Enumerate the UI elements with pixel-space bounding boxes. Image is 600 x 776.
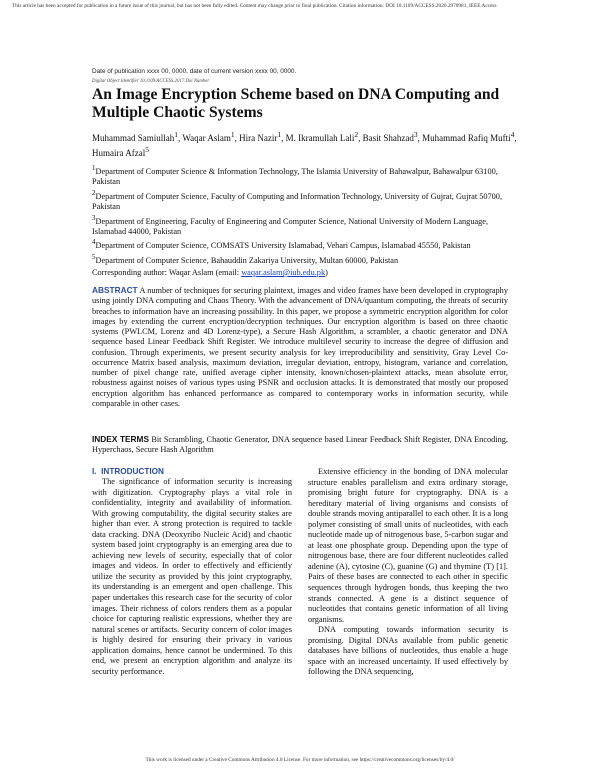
affiliation: $^3$Department of Engineering, Faculty of Engineering and Computer Science, National University of Modern Language, Islamabad 44000, Pakistan [92, 214, 489, 236]
index-terms-text: Bit Scrambling, Chaotic Generator, DNA sequence based Linear Feedback Shift Register, DNA Encoding, Hyperchaos, Secure Hash Algorithm [92, 435, 508, 455]
affiliation: $^1$Department of Computer Science & Information Technology, The Islamia University of Bahawalpur, Bahawalpur 63100, Pakistan [92, 165, 498, 186]
affiliation: $^4$Department of Computer Science, COMSATS University Islamabad, Vehari Campus, Islamabad 45550, Pakistan [92, 239, 471, 251]
author: Waqar Aslam$^1$ [182, 130, 235, 143]
abstract [92, 285, 508, 409]
abstract-label: ABSTRACT [92, 285, 138, 295]
paragraph: DNA computing towards information security is promising. Digital DNAs available from public genetic databases have billions of nucleotides, thus enable a huge space with an increased uncertainty. If used effectively by following the DNA sequencing, [308, 625, 508, 677]
section-heading: I. INTRODUCTION [92, 467, 164, 476]
paragraph: The significance of information security is increasing with digitization. Cryptography plays a vital role in confidentiality, integrity and availability of information. With growing computability, the digital security stakes are higher than ever. A strong protection is required to tackle data cracking. DNA (Deoxyribo Nucleic Acid) and chaotic system based joint cryptography is an emerging area due to achieving new levels of security, especially that of color images and videos. In order to effectively and efficiently utilize the security as provided by this joint cryptography, its understanding is an emergent and open challenge. This paper undertakes this research case for the security of color images. Their richness of colors renders them as a popular choice for capturing realistic expressions, whether they are natural scenes or artifacts. Security concern of color images is highly desired for ensuring their privacy in various application domains, hence cannot be undermined. To this end, we present an encryption algorithm and analyze its security performance. [92, 477, 292, 676]
paper-title: An Image Encryption Scheme based on DNA Computing and Multiple Chaotic Systems [92, 86, 500, 121]
journal-banner: This article has been accepted for publication in a future issue of this journal, but has not been fully edited. Content may change prior to final publication. Citation information: DOI 10.1109/ACCESS.2020.2970981, IEEE Access [12, 3, 497, 9]
affiliation-list [92, 164, 522, 267]
email-link[interactable]: waqar.aslam@iub.edu.pk [241, 268, 326, 277]
body-column-left [92, 477, 292, 677]
index-terms [92, 434, 508, 456]
author: Basit Shahzad$^3$ [362, 130, 418, 143]
corresponding-author: Corresponding author: Waqar Aslam (email: waqar.aslam@iub.edu.pk) [92, 268, 328, 277]
paragraph: Extensive efficiency in the bonding of DNA molecular structure enables parallelism and extra ordinary storage, promising bright future for cryptography. DNA is a hereditary material of living organisms and consists of double strands moving antiparallel to each other. It is a long polymer consisting of small units of nucleotides, with each nucleotide made up of nitrogenous base, 5-carbon sugar and at least one phosphate group. Depending upon the type of nitrogenous base, there are four different nucleotides called adenine (A), cytosine (C), guanine (G) and thymine (T) [1]. Pairs of these bases are connected to each other in specific sequences through hydrogen bonds, thus keeping the two strands connected. A gene is a distinct sequence of nucleotides that contains genetic information of all living organisms. [308, 467, 508, 624]
author: Humaira Afzal$^5$ [92, 145, 149, 158]
index-terms-label: INDEX TERMS [92, 434, 149, 444]
license-footer: This work is licensed under a Creative Commons Attribution 4.0 License. For more information, see https://creativecommons.org/licenses/by/4.0/ [145, 757, 455, 763]
author: Hira Nazir$^1$ [239, 130, 282, 143]
doi-line: Digital Object Identifier 10.1109/ACCESS.2017.Doi Number [92, 79, 210, 84]
publication-date: Date of publication xxxx 00, 0000, date of current version xxxx 00, 0000. [92, 68, 297, 75]
author: M. Ikramullah Lali$^2$ [285, 130, 359, 143]
affiliation: $^2$Department of Computer Science, Faculty of Computing and Information Technology, University of Gujrat, Gujrat 50700, Pakistan [92, 189, 503, 211]
body-column-right [308, 467, 508, 678]
author-list: Muhammad Samiullah$^1$, Waqar Aslam$^1$, Hira Nazir$^1$, M. Ikramullah Lali$^2$, Basit Shahzad$^3$, Muhammad Rafiq Mufti$^4$, Humaira Afzal$^5$ [92, 130, 517, 158]
affiliation: $^5$Department of Computer Science, Bahauddin Zakariya University, Multan 60000, Pakistan [92, 253, 399, 265]
author: Muhammad Samiullah$^1$ [92, 130, 178, 143]
author: Muhammad Rafiq Mufti$^4$ [422, 130, 515, 143]
abstract-text: A number of techniques for securing plaintext, images and video frames have been developed in cryptography using jointly DNA computing and Chaos Theory. With the advancement of DNA/quantum computing, the threats of security breaches to information have an increasing possibility. In this paper, we propose a symmetric encryption algorithm for color images by extending the current encryption/decryption techniques. Our encryption algorithm is based on three chaotic systems (PWLCM, Lorenz and 4D Lorenz-type), a Secure Hash Algorithm, a scrambler, a chaotic generator and DNA sequence based Linear Feedback Shift Register. We introduce multilevel security to increase the degree of diffusion and confusion. Through experiments, we present security analysis for key irreproducibility and sensitivity, Gray Level Co-occurrence Matrix based analysis, maximum deviation, irregular deviation, entropy, histogram, variance and correlation, number of pixel change rate, unified average cipher intensity, known/chosen-plaintext attacks, mean absolute error, robustness against noises of various types using PSNR and occlusion attacks. It is demonstrated that mostly our proposed encryption algorithm has enhanced performance as compared to contemporary works in information security, while comparable in other cases. [92, 286, 508, 408]
